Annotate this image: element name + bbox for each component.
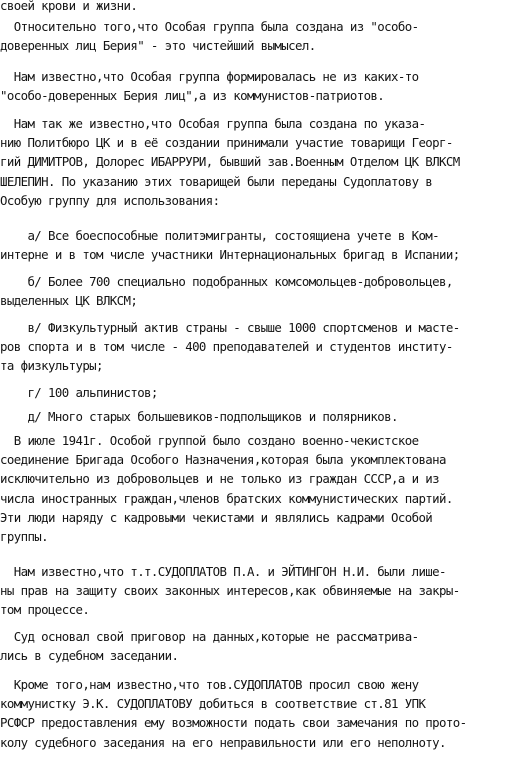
text-line: Нам известно,что т.т.СУДОПЛАТОВ П.А. и ЭЙТИНГОН Н.И. были лише- [0, 564, 446, 579]
text-line: соединение Бригада Особого Назначения,которая была укомплектована [0, 452, 446, 468]
text-line: б/ Более 700 специально подобранных комсомольцев-добровольцев, [0, 274, 453, 289]
text-line: ров спорта и в том числе - 400 преподавателей и студентов институ- [0, 339, 453, 355]
paragraph-formation [0, 67, 519, 105]
text-line: "особо-доверенных Берия лиц",а из коммунистов-патриотов. [0, 88, 385, 104]
text-line: а/ Все боеспособные политэмигранты, состоящиена учете в Ком- [0, 228, 440, 243]
text-line: ны прав на защиту своих законных интересов,как обвиняемые на закры- [0, 583, 460, 599]
text-line: та физкультуры; [0, 358, 103, 374]
text-line: г/ 100 альпинистов; [0, 385, 158, 400]
paragraph-brigade [0, 431, 519, 546]
text-line: исключительно из добровольцев и не только из граждан СССР,а и из [0, 471, 440, 487]
paragraph-politburo [0, 114, 519, 210]
paragraph-verdict [0, 627, 519, 665]
text-line: числа иностранных граждан,членов братских коммунистических партий. [0, 490, 453, 506]
text-line: группы. [0, 529, 49, 545]
text-line: нию Политбюро ЦК и в её создании принимали участие товарищи Георг- [0, 135, 453, 151]
text-line: колу судебного заседания на его неправильности или его неполноту. [0, 734, 446, 750]
text-line: Относительно того,что Особая группа была создана из "особо- [0, 19, 419, 34]
text-line: Нам известно,что Особая группа формировалась не из каких-то [0, 69, 419, 84]
text-line: лись в судебном заседании. [0, 648, 179, 664]
list-item-d [0, 407, 519, 426]
text-line: ШЕЛЕПИН. По указанию этих товарищей были переданы Судоплатову в [0, 173, 433, 189]
text-line: Нам так же известно,что Особая группа была создана по указа- [0, 116, 426, 131]
paragraph-rights [0, 562, 519, 620]
text-line: доверенных лиц Берия" - это чистейший вымысел. [0, 38, 316, 54]
text-line: РСФСР предоставления ему возможности подать свои замечания по прото- [0, 715, 467, 731]
list-item-g [0, 383, 519, 402]
text-line: в/ Физкультурный актив страны - свыше 1000 спортсменов и масте- [0, 320, 460, 335]
text-line: коммунистку Э.К. СУДОПЛАТОВУ добиться в соответствие ст.81 УПК [0, 696, 426, 712]
text-line: Суд основал свой приговор на данных,которые не рассматрива- [0, 629, 419, 644]
text-line: своей крови и жизни. [0, 0, 138, 13]
text-line: д/ Много старых большевиков-подпольщиков и полярников. [0, 409, 398, 424]
list-item-v [0, 318, 519, 376]
text-line: Эти люди наряду с кадровыми чекистами и являлись кадрами Особой [0, 509, 433, 525]
paragraph-intro-fragment [0, 0, 519, 15]
text-line: интерне и в том числе участники Интернациональных бригад в Испании; [0, 247, 460, 263]
text-line: Кроме того,нам известно,что тов.СУДОПЛАТОВ просил свою жену [0, 677, 419, 692]
list-item-a [0, 226, 519, 264]
text-line: выделенных ЦК ВЛКСМ; [0, 293, 138, 309]
text-line: Особую группу для использования: [0, 192, 220, 208]
list-item-b [0, 272, 519, 310]
text-line: том процессе. [0, 602, 90, 618]
paragraph-special-group-origin [0, 17, 519, 55]
text-line: гий ДИМИТРОВ, Долорес ИБАРРУРИ, бывший зав.Военным Отделом ЦК ВЛКСМ [0, 154, 460, 170]
paragraph-request [0, 675, 519, 752]
text-line: В июле 1941г. Особой группой было создано военно-чекистское [0, 433, 419, 448]
